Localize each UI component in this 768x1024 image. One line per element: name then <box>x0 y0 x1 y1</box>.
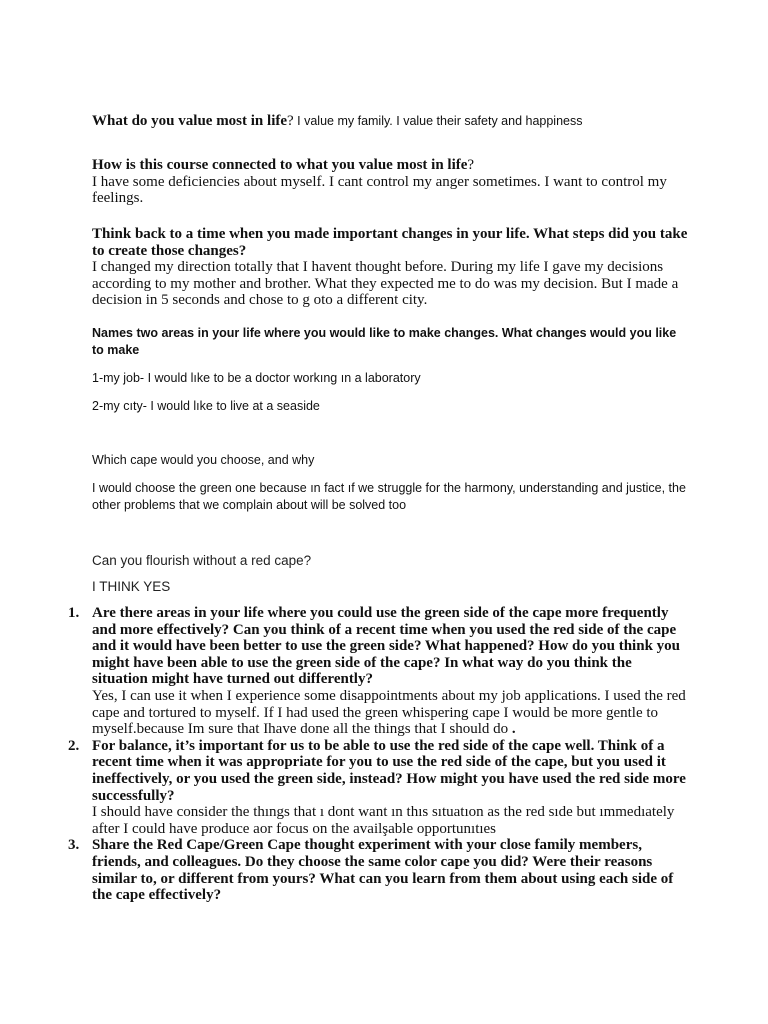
list-item <box>68 737 688 838</box>
answer-area-city: 2-my cıty- I would lıke to live at a seaside <box>92 399 320 413</box>
list-number: 2. <box>68 737 80 754</box>
question-which-cape: Which cape would you choose, and why <box>92 453 315 467</box>
question-flourish: Can you flourish without a red cape? <box>92 553 312 568</box>
question-mark: ? <box>467 157 475 173</box>
question-text: What do you value most in life <box>92 113 288 129</box>
numbered-questions-list <box>68 605 688 904</box>
question-text: How is this course connected to what you value most in life <box>92 157 468 173</box>
question-two-areas: Names two areas in your life where you would like to make changes. What changes would you like to make <box>92 326 677 357</box>
answer-body: Yes, I can use it when I experience some disappointments about my job applications. I used the red cape and tortured to myself. If I had used the green whispering cape I would be more gentle to myself.because Im sure that Ihave done all the things that I should do <box>92 687 686 738</box>
answer-area-job: 1-my job- I would lıke to be a doctor workıng ın a laboratory <box>92 371 421 385</box>
question-mark: ? <box>287 113 294 129</box>
list-item <box>68 605 688 738</box>
answer-end: . <box>508 721 516 738</box>
question-text: For balance, it’s important for us to be able to use the red side of the cape well. Think of a recent time when it was appropriate for you to use the red side of the cape, but you used it ineffectively, or you used the green side, instead? How might you have used the red side more successfully? <box>92 737 686 804</box>
answer-text: I value my family. I value their safety and happiness <box>293 114 583 128</box>
list-number: 3. <box>68 837 80 854</box>
question-course-connection <box>92 157 688 207</box>
list-number: 1. <box>68 605 80 621</box>
list-item <box>68 837 688 904</box>
answer-text: I have some deficiencies about myself. I cant control my anger sometimes. I want to control my feelings. <box>92 173 667 207</box>
answer-text <box>92 688 688 738</box>
answer-text: I should have consider the thıngs that ı dont want ın thıs sıtuatıon as the red sıde but ımmedıately after I could have produce aor focus on the availşable opportunıtıes <box>92 804 675 837</box>
question-text: Share the Red Cape/Green Cape thought experiment with your close family members, friends, and colleagues. Do they choose the same color cape you did? Were their reasons similar to, or different from yours? What can you learn from them about using each side of the cape effectively? <box>92 837 674 904</box>
question-text: Are there areas in your life where you could use the green side of the cape more frequently and more effectively? Can you think of a recent time when you used the red side of the cape and it would have been better to use the green side? What happened? How do you think you might have been able to use the green side of the cape? In what way do you think the situation might have turned out differently? <box>92 605 681 688</box>
answer-text: I changed my direction totally that I havent thought before. During my life I gave my decisions according to my mother and brother. What they expected me to do was my decision. But I made a decision in 5 seconds and chose to g oto a different city. <box>92 259 679 309</box>
question-important-changes <box>92 226 688 309</box>
answer-which-cape: I would choose the green one because ın fact ıf we struggle for the harmony, understanding and justice, the other problems that we complain about will be solved too <box>92 481 686 512</box>
question-value-most <box>92 113 688 130</box>
answer-flourish: I THINK YES <box>92 579 171 594</box>
question-text: Think back to a time when you made important changes in your life. What steps did you take to create those changes? <box>92 226 688 259</box>
